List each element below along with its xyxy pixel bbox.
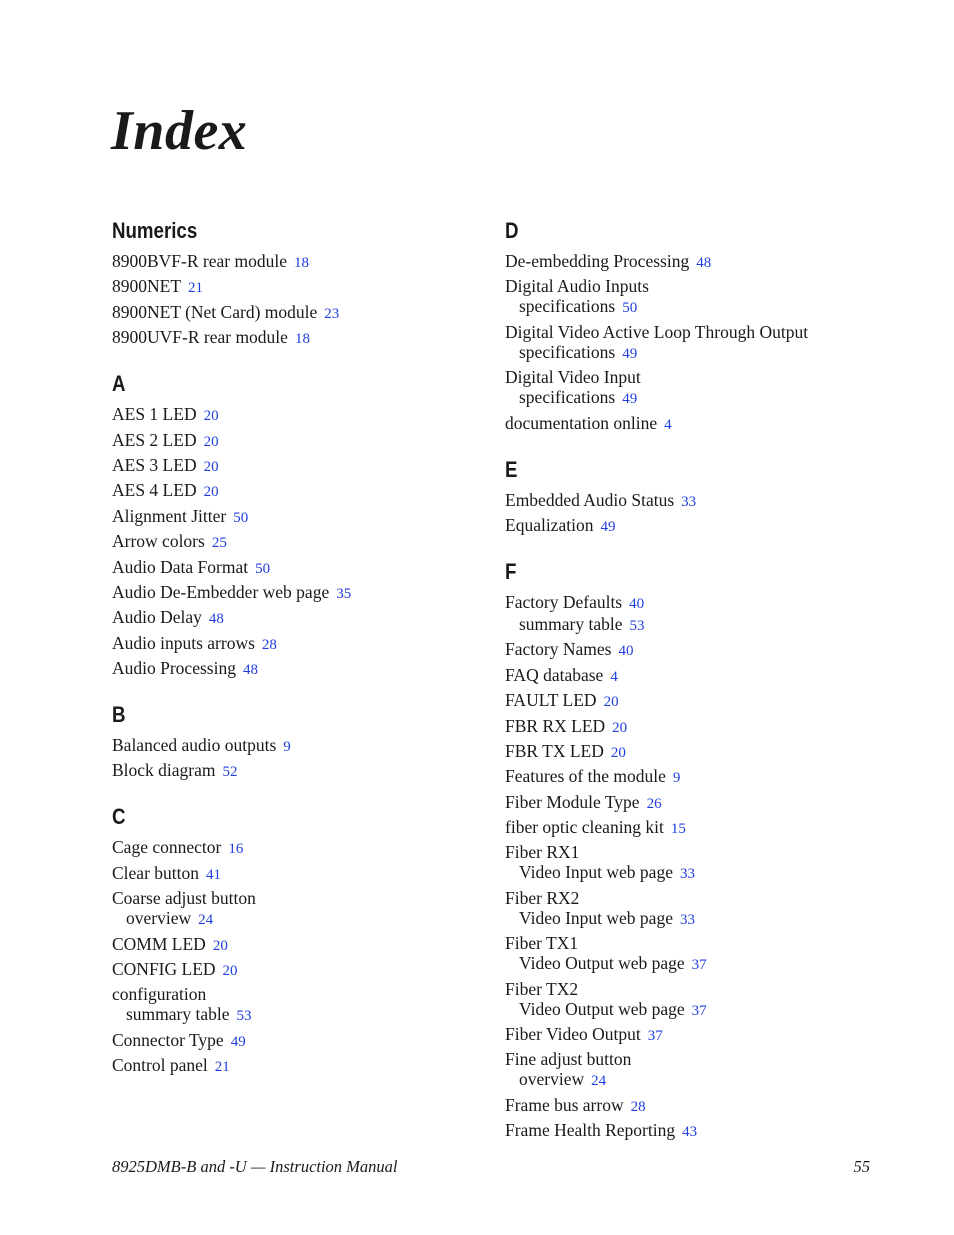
index-entry (505, 515, 925, 537)
index-section (112, 701, 472, 782)
index-subentry (505, 614, 925, 636)
index-entry (505, 792, 925, 814)
index-subentry-term: specifications (519, 341, 616, 362)
index-entry-term: Fiber Module Type (505, 791, 640, 812)
index-section (112, 370, 472, 680)
index-entry-term: Connector Type (112, 1029, 224, 1050)
index-subentry (505, 1069, 925, 1091)
index-entry (112, 302, 472, 324)
index-entry-term: FBR RX LED (505, 715, 606, 736)
page-reference-link[interactable]: 49 (230, 1033, 246, 1050)
page-reference-link[interactable]: 4 (610, 668, 618, 685)
index-entry-term: Fiber Video Output (505, 1024, 641, 1045)
page-reference-link[interactable]: 33 (681, 493, 697, 510)
index-entry-term: FBR TX LED (505, 740, 604, 761)
page-reference-link[interactable]: 50 (255, 560, 271, 577)
index-entry-term: fiber optic cleaning kit (505, 817, 664, 838)
index-column-left (112, 217, 472, 1081)
index-entry (505, 1049, 925, 1091)
page-reference-link[interactable]: 37 (691, 957, 707, 974)
index-entry-term: Embedded Audio Status (505, 489, 675, 510)
page-reference-link[interactable]: 9 (672, 770, 681, 787)
index-entry-term: Balanced audio outputs (112, 735, 277, 756)
index-entry-term: FAQ database (505, 664, 604, 685)
index-entry (112, 633, 472, 655)
index-entry-term: 8900NET (Net Card) module (112, 301, 318, 322)
index-entry-term: Fine adjust button (505, 1049, 632, 1070)
index-entry (505, 766, 925, 788)
page-reference-link[interactable]: 23 (324, 305, 340, 322)
index-entry (112, 506, 472, 528)
index-entry (112, 455, 472, 477)
index-entry-term: Digital Video Input (505, 367, 641, 388)
index-entry-term: COMM LED (112, 933, 206, 954)
index-entry (505, 741, 925, 763)
index-entry-term: configuration (112, 984, 207, 1005)
footer-manual-title: 8925DMB-B and -U — Instruction Manual (112, 1157, 398, 1176)
index-entry-term: Clear button (112, 862, 199, 883)
index-entry-term: AES 3 LED (112, 454, 197, 475)
index-entry-term: Audio Processing (112, 658, 236, 679)
page-reference-link[interactable]: 20 (203, 484, 219, 501)
section-heading: B (112, 702, 126, 728)
page-reference-link[interactable]: 24 (591, 1073, 607, 1090)
index-entry-list (112, 837, 472, 1077)
index-entry (505, 842, 925, 884)
index-entry-term: 8900UVF-R rear module (112, 327, 288, 348)
index-entry (505, 716, 925, 738)
section-heading: A (112, 371, 126, 397)
page-reference-link[interactable]: 50 (622, 300, 638, 317)
index-entry (112, 760, 472, 782)
index-subentry (505, 953, 925, 975)
index-entry (112, 276, 472, 298)
index-entry-term: Digital Video Active Loop Through Output (505, 321, 809, 342)
page-reference-link[interactable]: 24 (198, 912, 214, 929)
index-entry (505, 888, 925, 930)
page-reference-link[interactable]: 40 (629, 595, 645, 612)
page-reference-link[interactable]: 21 (214, 1059, 230, 1076)
index-entry (112, 959, 472, 981)
index-entry-term: Factory Names (505, 639, 612, 660)
index-subentry-term: overview (519, 1069, 585, 1090)
page-reference-link[interactable]: 20 (612, 719, 628, 736)
index-entry-list (112, 735, 472, 782)
section-heading: E (505, 456, 518, 482)
page-reference-link[interactable]: 20 (610, 744, 626, 761)
index-section (505, 217, 925, 435)
index-subentry-term: Video Input web page (519, 907, 673, 928)
index-entry (505, 322, 925, 364)
page-reference-link[interactable]: 48 (696, 255, 712, 271)
page-reference-link[interactable]: 20 (203, 408, 219, 425)
index-entry (112, 934, 472, 956)
index-entry (112, 837, 472, 859)
index-entry-term: Fiber TX2 (505, 978, 579, 999)
index-entry (505, 639, 925, 661)
index-entry-term: CONFIG LED (112, 959, 216, 980)
index-subentry-term: Video Input web page (519, 862, 673, 883)
index-entry (505, 690, 925, 712)
index-entry (112, 735, 472, 757)
index-entry-list (505, 251, 925, 435)
index-entry (112, 658, 472, 680)
index-subentry (505, 908, 925, 930)
index-entry-term: Alignment Jitter (112, 505, 227, 526)
page-reference-link[interactable]: 37 (647, 1028, 663, 1045)
index-entry-term: Frame bus arrow (505, 1094, 624, 1115)
index-entry (112, 607, 472, 629)
page-reference-link[interactable]: 21 (188, 280, 204, 297)
page-reference-link[interactable]: 48 (208, 611, 224, 628)
index-subentry-term: summary table (126, 1004, 230, 1025)
page-reference-link[interactable]: 43 (682, 1124, 698, 1141)
page-reference-link[interactable]: 20 (203, 458, 219, 475)
index-entry (112, 984, 472, 1026)
index-entry (505, 490, 925, 512)
index-entry (505, 933, 925, 975)
page-reference-link[interactable]: 20 (222, 963, 238, 980)
index-entry (112, 327, 472, 349)
index-entry-term: Audio inputs arrows (112, 632, 255, 653)
index-entry-list (505, 592, 925, 1142)
index-entry (112, 557, 472, 579)
page-reference-link[interactable]: 40 (618, 643, 634, 660)
page-reference-link[interactable]: 50 (233, 509, 249, 526)
page-reference-link[interactable]: 18 (293, 255, 309, 271)
page-reference-link[interactable]: 9 (283, 739, 291, 756)
page-reference-link[interactable]: 33 (679, 911, 695, 928)
index-entry (505, 1120, 925, 1142)
page-reference-link[interactable]: 28 (261, 636, 277, 653)
index-subentry (505, 862, 925, 884)
index-entry-term: Arrow colors (112, 531, 205, 552)
index-entry (112, 430, 472, 452)
index-entry-term: Frame Health Reporting (505, 1120, 676, 1141)
page-reference-link[interactable]: 48 (242, 662, 258, 679)
index-entry-term: Audio Delay (112, 607, 202, 628)
index-entry-term: Equalization (505, 514, 594, 535)
index-entry-term: AES 2 LED (112, 429, 197, 450)
index-entry (505, 665, 925, 687)
page-reference-link[interactable]: 37 (691, 1002, 707, 1019)
index-entry (505, 367, 925, 409)
index-subentry (505, 342, 925, 364)
index-entry-term: Fiber RX1 (505, 842, 580, 863)
page-reference-link[interactable]: 53 (236, 1008, 252, 1025)
index-subentry-term: specifications (519, 296, 616, 317)
page-reference-link[interactable]: 26 (646, 795, 662, 812)
index-entry-list (112, 251, 472, 349)
page-reference-link[interactable]: 49 (622, 391, 638, 408)
page-reference-link[interactable]: 35 (336, 585, 352, 602)
index-entry-term: Coarse adjust button (112, 888, 256, 909)
index-entry-term: Audio Data Format (112, 556, 249, 577)
index-entry-term: Features of the module (505, 766, 666, 787)
index-entry-term: Block diagram (112, 760, 216, 781)
page-reference-link[interactable]: 53 (629, 617, 645, 634)
index-entry (112, 888, 472, 930)
section-heading: F (505, 558, 517, 584)
footer-page-number: 55 (853, 1157, 870, 1176)
index-entry-term: AES 1 LED (112, 404, 197, 425)
index-subentry-term: summary table (519, 613, 623, 634)
page-reference-link[interactable]: 49 (622, 345, 638, 362)
section-heading: Numerics (112, 218, 198, 243)
page-reference-link[interactable]: 25 (211, 535, 227, 552)
index-entry-term: 8900NET (112, 276, 182, 297)
page-reference-link[interactable]: 15 (670, 821, 686, 838)
index-entry (112, 582, 472, 604)
page-reference-link[interactable]: 20 (203, 433, 219, 450)
index-entry (112, 863, 472, 885)
index-entry (112, 251, 472, 273)
index-entry-term: 8900BVF-R rear module (112, 251, 287, 271)
index-entry-list (112, 404, 472, 680)
index-entry (505, 592, 925, 636)
index-entry-list (505, 490, 925, 537)
index-entry-term: De-embedding Processing (505, 251, 690, 271)
index-entry (505, 276, 925, 318)
page-reference-link[interactable]: 41 (206, 866, 221, 883)
page-reference-link[interactable]: 33 (679, 866, 695, 883)
index-entry (505, 251, 925, 273)
index-subentry-term: Video Output web page (519, 953, 685, 974)
index-section (112, 217, 472, 349)
index-entry-term: FAULT LED (505, 690, 597, 711)
index-subentry (112, 1004, 472, 1026)
index-entry (505, 413, 925, 435)
index-entry (112, 404, 472, 426)
index-subentry-term: overview (126, 908, 192, 929)
index-section (505, 558, 925, 1142)
index-entry (505, 979, 925, 1021)
page-reference-link[interactable]: 20 (603, 694, 619, 711)
index-entry (112, 1030, 472, 1052)
index-subentry-term: specifications (519, 387, 616, 408)
index-section (505, 456, 925, 537)
page-reference-link[interactable]: 20 (212, 937, 228, 954)
index-entry (505, 1024, 925, 1046)
page-title: Index (111, 100, 248, 162)
index-subentry (112, 908, 472, 930)
index-column-right (505, 217, 925, 1146)
index-section (112, 803, 472, 1077)
index-subentry (505, 999, 925, 1021)
index-entry (505, 1095, 925, 1117)
page-reference-link[interactable]: 52 (222, 764, 238, 781)
index-entry (112, 480, 472, 502)
section-heading: D (505, 218, 519, 243)
index-subentry-term: Video Output web page (519, 998, 685, 1019)
index-entry (112, 531, 472, 553)
page-reference-link[interactable]: 4 (664, 416, 672, 433)
index-entry (112, 1055, 472, 1077)
page-reference-link[interactable]: 49 (600, 518, 616, 535)
index-entry-term: Audio De-Embedder web page (112, 581, 330, 602)
page-reference-link[interactable]: 16 (228, 841, 244, 858)
index-subentry (505, 387, 925, 409)
index-entry-term: Factory Defaults (505, 591, 623, 612)
index-subentry (505, 296, 925, 318)
page-reference-link[interactable]: 18 (294, 331, 310, 348)
index-entry-term: Control panel (112, 1055, 208, 1076)
index-entry-term: documentation online (505, 412, 658, 433)
index-entry-term: Cage connector (112, 837, 222, 858)
index-entry (505, 817, 925, 839)
index-entry-term: Fiber TX1 (505, 933, 579, 954)
section-heading: C (112, 804, 126, 830)
page-reference-link[interactable]: 28 (630, 1098, 646, 1115)
index-entry-term: Digital Audio Inputs (505, 276, 649, 297)
index-entry-term: AES 4 LED (112, 480, 197, 501)
index-entry-term: Fiber RX2 (505, 887, 580, 908)
